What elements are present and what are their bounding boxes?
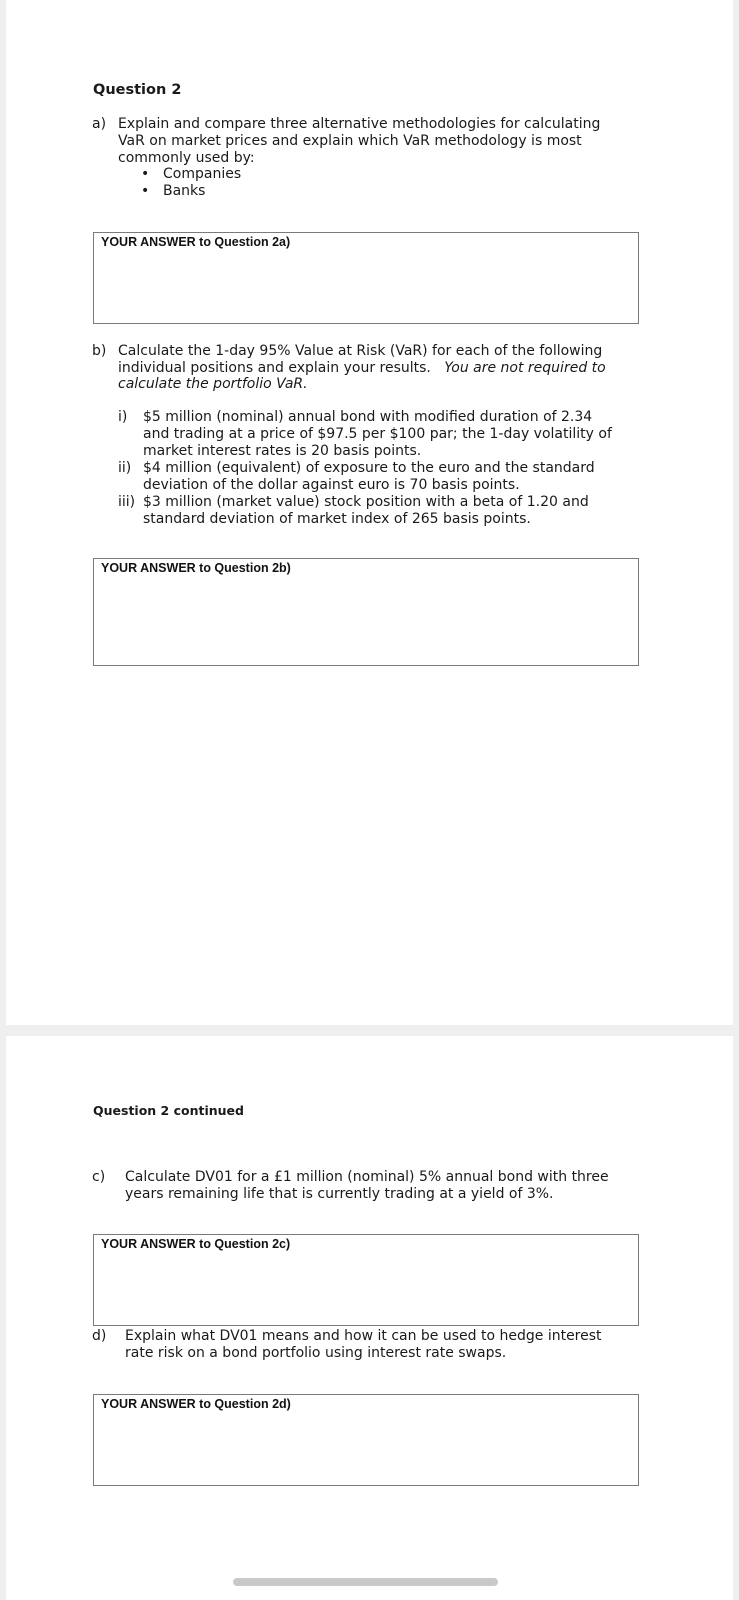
bullet-icon: • xyxy=(141,166,150,182)
answer-box-2c[interactable] xyxy=(93,1234,639,1326)
part-b-line: calculate the portfolio VaR. xyxy=(118,376,308,392)
home-indicator-bar[interactable] xyxy=(233,1578,498,1586)
item-line: $5 million (nominal) annual bond with modified duration of 2.34 xyxy=(143,409,593,425)
part-a-line: VaR on market prices and explain which VaR methodology is most xyxy=(118,133,582,149)
document-page-2 xyxy=(6,1036,733,1600)
item-line: deviation of the dollar against euro is 70 basis points. xyxy=(143,477,520,493)
item-line: $4 million (equivalent) of exposure to the euro and the standard xyxy=(143,460,595,476)
document-page-1 xyxy=(6,0,733,1025)
answer-box-2a[interactable] xyxy=(93,232,639,324)
part-a-line: commonly used by: xyxy=(118,150,255,166)
item-label: iii) xyxy=(118,494,136,510)
part-a-line: Explain and compare three alternative methodologies for calculating xyxy=(118,116,601,132)
item-label: ii) xyxy=(118,460,132,476)
item-line: $3 million (market value) stock position with a beta of 1.20 and xyxy=(143,494,589,510)
part-c-line: years remaining life that is currently trading at a yield of 3%. xyxy=(125,1186,554,1202)
answer-box-label: YOUR ANSWER to Question 2a) xyxy=(101,235,291,249)
part-c-label: c) xyxy=(92,1169,106,1185)
continued-title: Question 2 continued xyxy=(93,1103,244,1118)
part-b-line: Calculate the 1-day 95% Value at Risk (VaR) for each of the following xyxy=(118,343,603,359)
part-d-line: Explain what DV01 means and how it can be used to hedge interest xyxy=(125,1328,602,1344)
part-b-label: b) xyxy=(92,343,107,359)
part-a-label: a) xyxy=(92,116,107,132)
item-label: i) xyxy=(118,409,128,425)
bullet-item: • Companies xyxy=(141,166,242,182)
answer-box-2b[interactable] xyxy=(93,558,639,666)
answer-box-label: YOUR ANSWER to Question 2d) xyxy=(101,1397,291,1411)
answer-box-label: YOUR ANSWER to Question 2b) xyxy=(101,561,291,575)
bullet-item: • Banks xyxy=(141,183,206,199)
part-b-line: individual positions and explain your results. You are not required to xyxy=(118,360,606,376)
part-d-label: d) xyxy=(92,1328,107,1344)
part-c-line: Calculate DV01 for a £1 million (nominal) 5% annual bond with three xyxy=(125,1169,609,1185)
item-line: standard deviation of market index of 265 basis points. xyxy=(143,511,531,527)
part-d-line: rate risk on a bond portfolio using interest rate swaps. xyxy=(125,1345,507,1361)
answer-box-2d[interactable] xyxy=(93,1394,639,1486)
answer-box-label: YOUR ANSWER to Question 2c) xyxy=(101,1237,291,1251)
item-line: and trading at a price of $97.5 per $100 par; the 1-day volatility of xyxy=(143,426,612,442)
bullet-icon: • xyxy=(141,183,150,199)
item-line: market interest rates is 20 basis points. xyxy=(143,443,422,459)
question-title: Question 2 xyxy=(93,82,182,98)
